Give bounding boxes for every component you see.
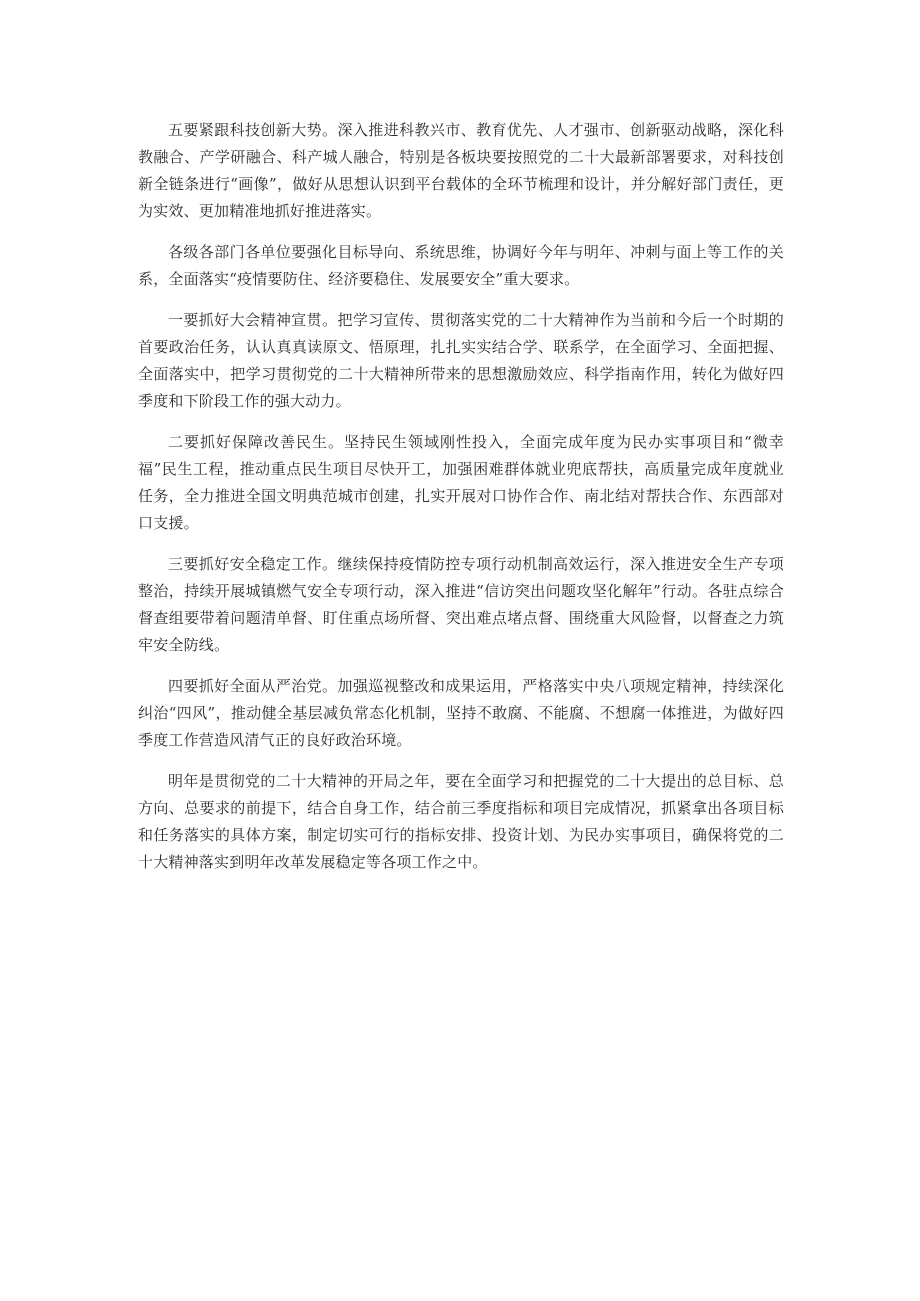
paragraph-5: 三要抓好安全稳定工作。继续保持疫情防控专项行动机制高效运行，深入推进安全生产专项整治，持续开展城镇燃气安全专项行动，深入推进“信访突出问题攻坚化解年”行动。各驻点综合督查组要带着问题清单督、盯住重点场所督、突出难点堵点督、围绕重大风险督，以督查之力筑牢安全防线。 xyxy=(138,555,784,654)
paragraph-4: 二要抓好保障改善民生。坚持民生领域刚性投入，全面完成年度为民办实事项目和“微幸福”民生工程，推动重点民生项目尽快开工，加强困难群体就业兜底帮扶，高质量完成年度就业任务，全力推进全国文明典范城市创建，扎实开展对口协作合作、南北结对帮扶合作、东西部对口支援。 xyxy=(138,433,784,532)
paragraph-3: 一要抓好大会精神宣贯。把学习宣传、贯彻落实党的二十大精神作为当前和今后一个时期的首要政治任务，认认真真读原文、悟原理，扎扎实实结合学、联系学，在全面学习、全面把握、全面落实中，把学习贯彻党的二十大精神所带来的思想激励效应、科学指南作用，转化为做好四季度和下阶段工作的强大动力。 xyxy=(138,311,784,410)
document-body xyxy=(138,117,784,890)
paragraph-7: 明年是贯彻党的二十大精神的开局之年，要在全面学习和把握党的二十大提出的总目标、总方向、总要求的前提下，结合自身工作，结合前三季度指标和项目完成情况，抓紧拿出各项目标和任务落实的具体方案，制定切实可行的指标安排、投资计划、为民办实事项目，确保将党的二十大精神落实到明年改革发展稳定等各项工作之中。 xyxy=(138,772,784,871)
paragraph-6: 四要抓好全面从严治党。加强巡视整改和成果运用，严格落实中央八项规定精神，持续深化纠治“四风”，推动健全基层减负常态化机制，坚持不敢腐、不能腐、不想腐一体推进，为做好四季度工作营造风清气正的良好政治环境。 xyxy=(138,677,784,749)
paragraph-1: 五要紧跟科技创新大势。深入推进科教兴市、教育优先、人才强市、创新驱动战略，深化科教融合、产学研融合、科产城人融合，特别是各板块要按照党的二十大最新部署要求，对科技创新全链条进行“画像”，做好从思想认识到平台载体的全环节梳理和设计，并分解好部门责任，更为实效、更加精准地抓好推进落实。 xyxy=(138,121,784,220)
paragraph-2: 各级各部门各单位要强化目标导向、系统思维，协调好今年与明年、冲刺与面上等工作的关系，全面落实“疫情要防住、经济要稳住、发展要安全”重大要求。 xyxy=(138,243,784,288)
